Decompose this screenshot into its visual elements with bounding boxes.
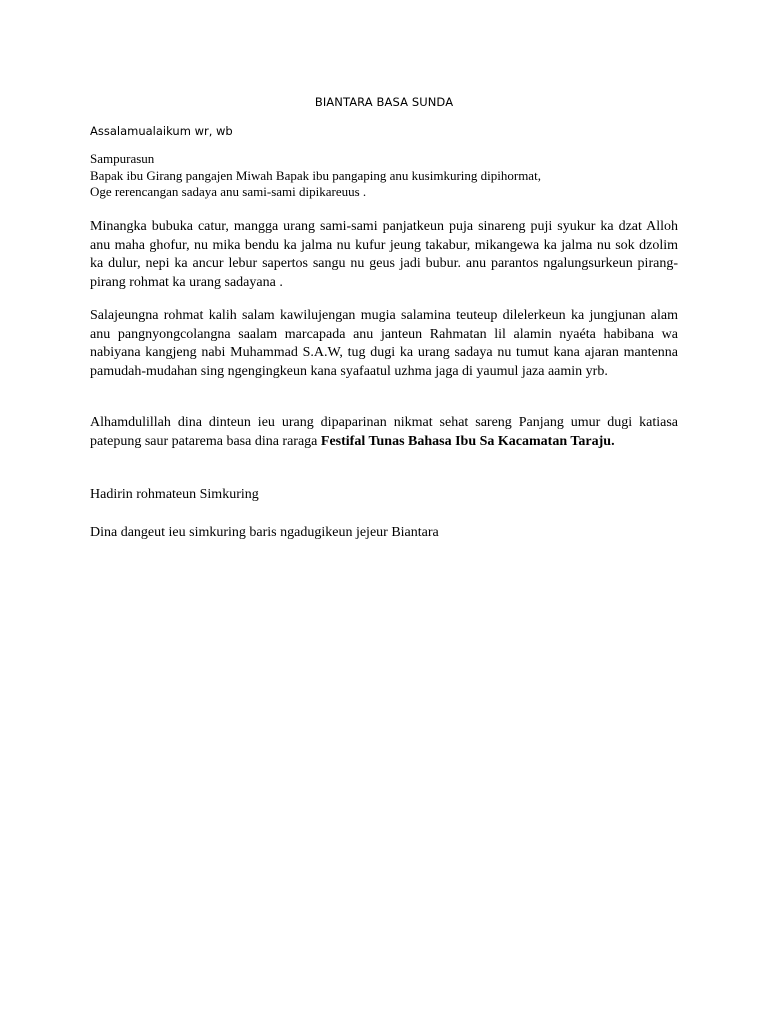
greeting-line-2: Oge rerencangan sadaya anu sami-sami dipikareuus . <box>90 184 367 199</box>
greeting-line-1: Bapak ibu Girang pangajen Miwah Bapak ibu pangaping anu kusimkuring dipihormat, <box>90 167 541 183</box>
event-name: Festifal Tunas Bahasa Ibu Sa Kacamatan Taraju. <box>320 433 615 449</box>
greeting-sampurasun: Sampurasun <box>90 151 155 166</box>
paragraph-opening-praise: Minangka bubuka catur, mangga urang sami-sami panjatkeun puja sinareng puji syukur ka dzat Alloh anu maha ghofur, nu mika bendu ka jalma nu kufur jeung takabur, mikangewa ka jalma nu sok dzolim ka dulur, nepi ka ancur lebur sapertos sangu nu geus jadi bubur. anu parantos ngalungsurkeun pirang-pirang rohmat ka urang sadayana . <box>90 219 678 291</box>
paragraph-topic-intro: Dina dangeut ieu simkuring baris ngadugikeun jejeur Biantara <box>90 525 439 540</box>
paragraph-salawat: Salajeungna rohmat kalih salam kawilujengan mugia salamina teuteup dilelerkeun ka jungjunan alam anu pangnyongcolangna saalam marcapada anu janteun Rahmatan lil alamin nyaéta habibana wa nabiyana kangjeng nabi Muhammad S.A.W, tug dugi ka urang sadaya nu tumut kana ajaran mantenna pamudah-mudahan sing ngengingkeun kana syafaatul uzhma jaga di yaumul jaza aamin yrb. <box>90 308 678 380</box>
greeting-block <box>90 151 678 201</box>
paragraph-gratitude <box>90 414 678 451</box>
paragraph-audience-address: Hadirin rohmateun Simkuring <box>90 487 259 502</box>
document-title: BIANTARA BASA SUNDA <box>314 95 454 109</box>
paragraph-gratitude-text: Alhamdulillah dina dinteun ieu urang dipaparinan nikmat sehat sareng Panjang umur dugi katiasa patepung saur patarema basa dina raraga <box>90 415 678 449</box>
opening-salutation: Assalamualaikum wr, wb <box>90 124 233 138</box>
